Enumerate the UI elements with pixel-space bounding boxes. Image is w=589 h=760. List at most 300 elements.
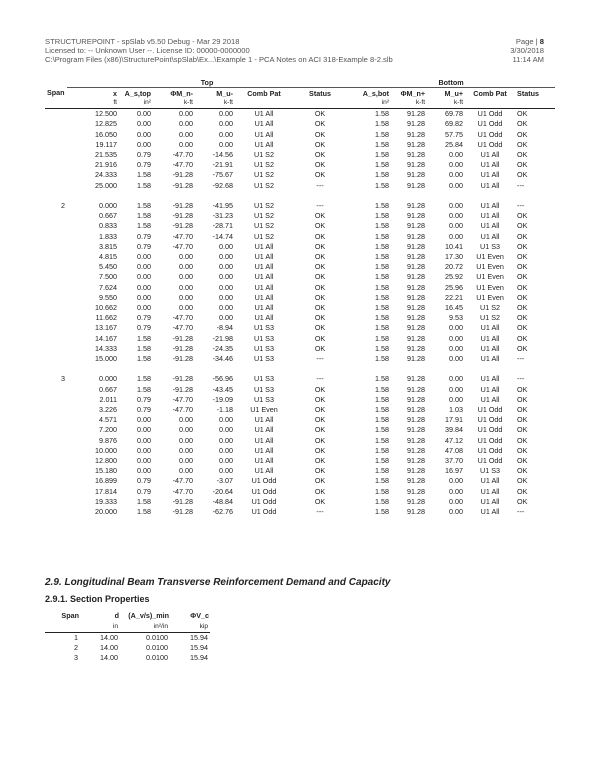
table-cell: U1 S3 xyxy=(254,354,274,364)
table-cell: 91.28 xyxy=(407,272,426,282)
table-cell: 3.226 xyxy=(99,405,117,415)
table-cell: 1.58 xyxy=(375,150,390,160)
table-cell: U1 Even xyxy=(476,292,504,302)
col-status-bot: Status xyxy=(517,88,540,98)
flexural-capacity-table xyxy=(45,78,555,517)
table-cell: -91.28 xyxy=(172,384,193,394)
table-cell: 0.79 xyxy=(137,231,151,241)
table-cell: 0.00 xyxy=(179,292,193,302)
table-cell: 0.00 xyxy=(137,303,151,313)
table-cell: 19.333 xyxy=(95,496,117,506)
table-cell: U1 S2 xyxy=(254,160,274,170)
table-cell: OK xyxy=(314,150,326,160)
table-cell: 0.79 xyxy=(137,150,151,160)
table-cell: 1.58 xyxy=(375,241,390,251)
unit-x: ft xyxy=(67,98,119,109)
props-cell: 15.94 xyxy=(190,653,208,662)
table-cell: 14.167 xyxy=(95,333,117,343)
table-cell: 91.28 xyxy=(407,374,426,384)
table-cell: 1.58 xyxy=(375,252,390,262)
table-cell: 0.00 xyxy=(219,282,233,292)
table-cell: 0.00 xyxy=(219,445,233,455)
table-cell: 91.28 xyxy=(407,394,426,404)
table-cell: 0.00 xyxy=(137,292,151,302)
table-row xyxy=(45,395,555,405)
table-cell xyxy=(45,425,67,435)
table-row xyxy=(45,456,555,466)
table-cell: 0.00 xyxy=(179,119,193,129)
table-cell: OK xyxy=(314,415,326,425)
table-cell: U1 S3 xyxy=(254,333,274,343)
table-cell: -47.70 xyxy=(172,405,193,415)
table-row xyxy=(45,354,555,364)
table-cell: 0.00 xyxy=(449,507,464,517)
table-cell xyxy=(45,313,67,323)
table-cell: U1 Odd xyxy=(477,129,503,139)
table-cell: U1 All xyxy=(254,425,274,435)
table-cell: 1.58 xyxy=(375,160,390,170)
table-cell: U1 Odd xyxy=(477,435,503,445)
table-cell: U1 Even xyxy=(476,262,504,272)
table-cell: U1 All xyxy=(480,394,500,404)
table-cell: OK xyxy=(517,150,528,160)
table-cell: 91.28 xyxy=(407,405,426,415)
props-cell: 14.00 xyxy=(100,653,118,662)
table-cell: U1 All xyxy=(480,180,500,190)
table-cell: U1 All xyxy=(480,374,500,384)
table-cell: U1 All xyxy=(480,211,500,221)
table-cell: U1 Odd xyxy=(251,476,277,486)
table-cell: 1.58 xyxy=(375,231,390,241)
group-header-row xyxy=(45,78,555,88)
table-row xyxy=(45,425,555,435)
table-cell: 0.00 xyxy=(137,425,151,435)
table-cell: 13.167 xyxy=(95,323,117,333)
table-cell: OK xyxy=(517,292,528,302)
table-cell: 91.28 xyxy=(407,221,426,231)
table-cell: U1 All xyxy=(480,170,500,180)
table-cell: U1 S3 xyxy=(254,374,274,384)
table-cell: -91.28 xyxy=(172,507,193,517)
table-cell: 91.28 xyxy=(407,211,426,221)
table-cell: 1.58 xyxy=(375,303,390,313)
table-cell: 12.825 xyxy=(95,119,117,129)
table-cell: U1 S3 xyxy=(254,323,274,333)
table-cell: OK xyxy=(314,129,326,139)
table-cell: -47.70 xyxy=(172,150,193,160)
table-cell: U1 All xyxy=(254,119,274,129)
props-row xyxy=(45,633,210,644)
table-cell: 1.58 xyxy=(137,221,151,231)
table-cell: 16.050 xyxy=(95,129,117,139)
table-cell: OK xyxy=(314,333,326,343)
col-as-bot: A_s,bot xyxy=(362,88,390,98)
table-cell: 91.28 xyxy=(407,201,426,211)
table-cell: 0.00 xyxy=(179,445,193,455)
table-cell: OK xyxy=(517,211,528,221)
table-row xyxy=(45,130,555,140)
table-cell: U1 All xyxy=(254,292,274,302)
table-cell: 0.00 xyxy=(137,252,151,262)
table-cell: 12.500 xyxy=(95,109,117,119)
table-cell: 0.00 xyxy=(179,415,193,425)
table-cell: U1 All xyxy=(480,333,500,343)
table-cell: 1.58 xyxy=(375,425,390,435)
props-cell: 15.94 xyxy=(190,643,208,652)
table-cell: U1 All xyxy=(254,262,274,272)
table-cell: 3.815 xyxy=(99,241,117,251)
table-row xyxy=(45,283,555,293)
table-cell: 47.08 xyxy=(445,445,464,455)
table-cell: --- xyxy=(517,201,525,211)
col-mu-pos: M_u+ xyxy=(444,88,464,98)
table-row xyxy=(45,119,555,129)
table-cell: 0.00 xyxy=(219,435,233,445)
table-cell: U1 All xyxy=(254,282,274,292)
table-cell: 91.28 xyxy=(407,180,426,190)
table-cell: U1 S2 xyxy=(254,201,274,211)
props-cell: 2 xyxy=(74,643,78,652)
table-cell: 0.00 xyxy=(219,303,233,313)
table-cell: -47.70 xyxy=(172,313,193,323)
table-cell: OK xyxy=(517,282,528,292)
table-cell: 0.00 xyxy=(449,150,464,160)
table-cell: 1.58 xyxy=(375,405,390,415)
table-cell: 0.00 xyxy=(449,394,464,404)
table-cell: U1 S2 xyxy=(254,180,274,190)
table-cell: U1 Odd xyxy=(477,425,503,435)
table-cell: 9.550 xyxy=(99,292,117,302)
table-cell: 0.00 xyxy=(449,180,464,190)
table-row xyxy=(45,262,555,272)
col-x: x xyxy=(113,88,117,98)
table-cell: U1 All xyxy=(254,129,274,139)
span-separator-row xyxy=(45,364,555,374)
table-row xyxy=(45,272,555,282)
table-cell: 69.82 xyxy=(445,119,464,129)
table-cell: 1.58 xyxy=(137,496,151,506)
table-cell: OK xyxy=(517,313,528,323)
table-cell: -8.94 xyxy=(216,323,233,333)
table-cell: OK xyxy=(314,486,326,496)
table-cell: -48.84 xyxy=(212,496,233,506)
table-cell: 0.00 xyxy=(449,323,464,333)
table-cell: 0.00 xyxy=(449,231,464,241)
table-cell: U1 All xyxy=(254,435,274,445)
table-cell: 37.70 xyxy=(445,456,464,466)
table-cell: 91.28 xyxy=(407,170,426,180)
table-row xyxy=(45,150,555,160)
props-units-row xyxy=(45,622,210,633)
table-cell: 0.00 xyxy=(137,282,151,292)
table-cell: U1 S3 xyxy=(254,394,274,404)
table-cell: 0.00 xyxy=(219,292,233,302)
table-cell: 91.28 xyxy=(407,343,426,353)
table-cell: OK xyxy=(314,272,326,282)
table-cell xyxy=(45,497,67,507)
table-row xyxy=(45,140,555,150)
table-cell: 0.00 xyxy=(179,109,193,119)
table-cell xyxy=(45,476,67,486)
table-cell: 1.833 xyxy=(99,231,117,241)
table-row xyxy=(45,252,555,262)
table-cell: -91.28 xyxy=(172,180,193,190)
table-cell: 1.58 xyxy=(137,170,151,180)
table-cell xyxy=(45,252,67,262)
table-cell: OK xyxy=(314,241,326,251)
print-time: 11:14 AM xyxy=(512,55,544,65)
table-cell: 0.00 xyxy=(219,456,233,466)
table-cell: --- xyxy=(316,507,324,517)
table-cell: U1 S2 xyxy=(480,303,501,313)
table-cell: 15.000 xyxy=(95,354,117,364)
table-cell: 1.58 xyxy=(375,109,390,119)
table-cell: OK xyxy=(314,435,326,445)
table-cell: U1 All xyxy=(480,221,500,231)
table-cell: 1.58 xyxy=(137,374,151,384)
table-cell: OK xyxy=(517,231,528,241)
table-cell xyxy=(45,211,67,221)
table-cell: 0.00 xyxy=(219,313,233,323)
table-row xyxy=(45,436,555,446)
table-cell: U1 All xyxy=(254,445,274,455)
table-cell: 47.12 xyxy=(445,435,464,445)
table-cell: U1 S2 xyxy=(254,221,274,231)
table-cell: 22.21 xyxy=(445,292,464,302)
table-cell: 0.00 xyxy=(219,466,233,476)
table-row xyxy=(45,507,555,517)
table-cell: OK xyxy=(314,496,326,506)
table-cell: 91.28 xyxy=(407,150,426,160)
table-cell: 0.00 xyxy=(449,384,464,394)
table-cell: -20.64 xyxy=(212,486,233,496)
table-cell: U1 All xyxy=(480,343,500,353)
table-cell: 5.450 xyxy=(99,262,117,272)
table-cell: U1 Odd xyxy=(251,507,277,517)
flexural-table-body xyxy=(45,109,555,518)
props-table-body xyxy=(45,633,210,664)
table-cell: OK xyxy=(314,231,326,241)
table-cell: 1.58 xyxy=(375,313,390,323)
col-span: Span xyxy=(47,88,65,98)
table-cell: 17.30 xyxy=(445,252,464,262)
table-cell: 1.58 xyxy=(375,415,390,425)
props-row xyxy=(45,653,210,663)
table-cell: OK xyxy=(517,160,528,170)
table-cell xyxy=(45,262,67,272)
table-cell: 19.117 xyxy=(95,139,117,149)
table-cell: 91.28 xyxy=(407,292,426,302)
table-cell: --- xyxy=(517,374,525,384)
table-cell: OK xyxy=(517,405,528,415)
table-cell: OK xyxy=(314,445,326,455)
table-cell: 10.000 xyxy=(95,445,117,455)
table-cell xyxy=(45,221,67,231)
table-cell: --- xyxy=(316,180,324,190)
table-cell: OK xyxy=(517,272,528,282)
table-cell xyxy=(45,385,67,395)
table-cell: 0.00 xyxy=(137,139,151,149)
table-cell: 1.58 xyxy=(375,180,390,190)
table-row xyxy=(45,405,555,415)
print-date: 3/30/2018 xyxy=(510,46,544,56)
table-cell: -28.71 xyxy=(212,221,233,231)
table-cell: U1 Odd xyxy=(477,445,503,455)
table-cell: 0.79 xyxy=(137,323,151,333)
table-cell: U1 Even xyxy=(250,405,278,415)
table-cell: OK xyxy=(517,262,528,272)
table-cell: 1.58 xyxy=(137,507,151,517)
table-cell xyxy=(45,436,67,446)
table-cell: OK xyxy=(517,425,528,435)
table-cell: -43.45 xyxy=(212,384,233,394)
table-cell: --- xyxy=(517,507,525,517)
table-cell: -91.28 xyxy=(172,343,193,353)
table-cell: 0.79 xyxy=(137,160,151,170)
table-cell: -21.98 xyxy=(212,333,233,343)
table-cell: U1 All xyxy=(480,160,500,170)
table-cell: U1 All xyxy=(254,303,274,313)
table-cell xyxy=(45,405,67,415)
table-cell: 91.28 xyxy=(407,415,426,425)
table-cell: 91.28 xyxy=(407,139,426,149)
table-cell: U1 All xyxy=(480,384,500,394)
table-cell: 4.815 xyxy=(99,252,117,262)
table-cell: U1 Odd xyxy=(477,109,503,119)
table-cell: OK xyxy=(314,343,326,353)
table-cell: -31.23 xyxy=(212,211,233,221)
table-cell: 0.00 xyxy=(137,456,151,466)
table-cell: -91.28 xyxy=(172,333,193,343)
table-cell: U1 S2 xyxy=(254,170,274,180)
table-cell: U1 All xyxy=(254,109,274,119)
table-cell: 1.58 xyxy=(375,221,390,231)
table-cell: OK xyxy=(517,343,528,353)
unit-phimn-pos: k-ft xyxy=(391,98,427,109)
props-col-d: d xyxy=(114,610,119,620)
table-cell: 0.00 xyxy=(179,435,193,445)
table-cell: 91.28 xyxy=(407,231,426,241)
table-cell xyxy=(45,160,67,170)
table-cell: 0.00 xyxy=(179,303,193,313)
table-cell: 0.00 xyxy=(219,252,233,262)
table-cell: 0.00 xyxy=(449,374,464,384)
table-cell: 91.28 xyxy=(407,445,426,455)
table-cell: 0.00 xyxy=(137,445,151,455)
table-cell: 91.28 xyxy=(407,333,426,343)
table-cell: 10.41 xyxy=(445,241,464,251)
table-cell: 0.00 xyxy=(219,109,233,119)
table-cell: --- xyxy=(517,354,525,364)
table-cell: 0.000 xyxy=(99,374,117,384)
table-cell: 20.72 xyxy=(445,262,464,272)
table-cell: OK xyxy=(314,425,326,435)
table-cell xyxy=(45,150,67,160)
table-cell: 91.28 xyxy=(407,486,426,496)
table-cell: -41.95 xyxy=(212,201,233,211)
table-cell: 0.00 xyxy=(179,466,193,476)
table-cell: 14.333 xyxy=(95,343,117,353)
table-row xyxy=(45,374,555,384)
subsection-title: 2.9.1. Section Properties xyxy=(45,594,150,604)
table-cell xyxy=(45,293,67,303)
table-cell: U1 All xyxy=(480,323,500,333)
table-cell: 0.667 xyxy=(99,384,117,394)
table-cell: U1 S2 xyxy=(480,313,501,323)
unit-as-bot: in² xyxy=(347,98,391,109)
table-cell: 0.00 xyxy=(179,252,193,262)
table-cell: 91.28 xyxy=(407,282,426,292)
table-cell: U1 All xyxy=(254,313,274,323)
table-cell: -91.28 xyxy=(172,170,193,180)
table-cell: -91.28 xyxy=(172,211,193,221)
table-cell: 0.00 xyxy=(179,262,193,272)
table-cell: 1.58 xyxy=(137,201,151,211)
table-row xyxy=(45,334,555,344)
header-left xyxy=(45,37,393,65)
table-cell xyxy=(45,354,67,364)
table-cell: -47.70 xyxy=(172,323,193,333)
table-cell: OK xyxy=(517,384,528,394)
table-cell: 1.58 xyxy=(375,282,390,292)
table-cell: OK xyxy=(517,415,528,425)
span-separator-row xyxy=(45,191,555,201)
table-cell: 91.28 xyxy=(407,160,426,170)
table-cell: 0.00 xyxy=(179,456,193,466)
table-cell xyxy=(45,507,67,517)
table-cell: 91.28 xyxy=(407,354,426,364)
table-row xyxy=(45,211,555,221)
table-cell: 1.58 xyxy=(375,129,390,139)
table-cell: U1 Even xyxy=(476,252,504,262)
table-cell: 10.662 xyxy=(95,303,117,313)
table-cell: -91.28 xyxy=(172,374,193,384)
table-cell: U1 Even xyxy=(476,282,504,292)
props-unit-d: in xyxy=(80,622,120,633)
table-cell: OK xyxy=(314,170,326,180)
table-cell: -62.76 xyxy=(212,507,233,517)
table-cell: 91.28 xyxy=(407,425,426,435)
table-cell: 1.58 xyxy=(375,262,390,272)
table-cell: 0.00 xyxy=(449,486,464,496)
table-cell: OK xyxy=(314,466,326,476)
table-cell: 0.00 xyxy=(179,272,193,282)
column-header-row xyxy=(45,88,555,99)
table-row xyxy=(45,181,555,191)
table-cell: 91.28 xyxy=(407,313,426,323)
table-cell: U1 All xyxy=(480,150,500,160)
table-cell: 0.667 xyxy=(99,211,117,221)
table-cell: 1.58 xyxy=(375,323,390,333)
table-cell: -75.67 xyxy=(212,170,233,180)
table-row xyxy=(45,170,555,180)
table-cell: -47.70 xyxy=(172,394,193,404)
table-cell: 21.916 xyxy=(95,160,117,170)
table-cell: U1 Odd xyxy=(251,486,277,496)
table-cell: OK xyxy=(517,323,528,333)
table-cell: 2 xyxy=(61,201,65,211)
table-cell: 0.00 xyxy=(449,343,464,353)
table-cell: -47.70 xyxy=(172,160,193,170)
group-top-label: Top xyxy=(67,78,347,88)
props-header-row xyxy=(45,608,210,622)
program-line: STRUCTUREPOINT - spSlab v5.50 Debug - Mar 29 2018 xyxy=(45,37,240,46)
table-cell: U1 Odd xyxy=(477,456,503,466)
table-cell: 0.00 xyxy=(219,425,233,435)
table-cell: 0.79 xyxy=(137,405,151,415)
table-cell: OK xyxy=(517,333,528,343)
table-cell: 0.00 xyxy=(449,201,464,211)
